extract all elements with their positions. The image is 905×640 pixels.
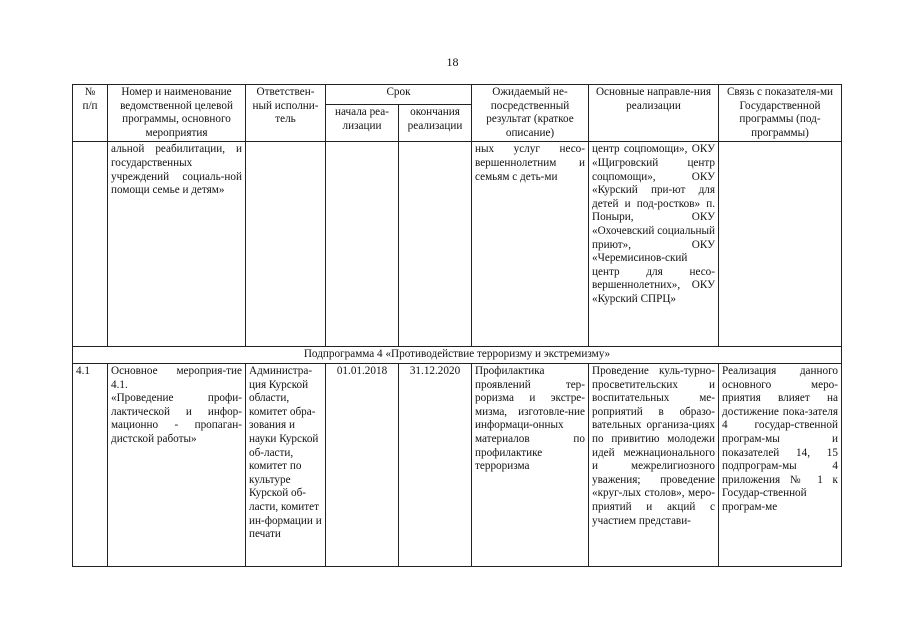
header-name: Номер и наименование ведомственной целевой программы, основного мероприятия: [108, 85, 246, 142]
cell-directions: Проведение куль-турно-просветительских и воспитательных ме-роприятий в образо-вательных организа-циях по привитию молодежи идей межнационального и межрелигиозного уважения; проведение «круг-лых столов», меро-приятий и акций с участием представи-: [589, 363, 719, 566]
cell-responsible: Администра-ция Курской области, комитет обра-зования и науки Курской об-ласти, комитет по культуре Курской об-ласти, комитет ин-формации и печати: [246, 363, 326, 566]
subprogram-title: Подпрограмма 4 «Противодействие терроризму и экстремизму»: [73, 347, 842, 364]
table-row: [73, 142, 842, 347]
cell-name: альной реабилитации, и государственных учреждений социаль-ной помощи семье и детям»: [108, 142, 246, 347]
cell-end: 31.12.2020: [399, 363, 472, 566]
header-directions: Основные направле-ния реализации: [589, 85, 719, 142]
cell-link: Реализация данного основного меро-приятия влияет на достижение пока-зателя 4 государ-ственной програм-мы и показателей 14, 15 подпрограм-мы 4 приложения № 1 к Государ-ственной програм-ме: [719, 363, 842, 566]
cell-name: Основное мероприя-тие 4.1. «Проведение профи-лактической и инфор-мационно - пропаган-дистской работы»: [108, 363, 246, 566]
cell-responsible: [246, 142, 326, 347]
cell-directions: центр соцпомощи», ОКУ «Щигровский центр соцпомощи», ОКУ «Курский при-ют для детей и под-ростков» п. Поныри, ОКУ «Охочевский социальный приют», ОКУ «Черемисинов-ский центр для несо-вершеннолетних», ОКУ «Курский СПРЦ»: [589, 142, 719, 347]
cell-result: ных услуг несо-вершеннолетним и семьям с деть-ми: [472, 142, 589, 347]
header-start: начала реа-лизации: [326, 105, 399, 142]
header-num: № п/п: [73, 85, 108, 142]
activities-table: [72, 84, 842, 567]
header-row-1: [73, 85, 842, 105]
header-result: Ожидаемый не-посредственный результат (краткое описание): [472, 85, 589, 142]
cell-result: Профилактика проявлений тер-роризма и экстре-мизма, изготовле-ние информаци-онных материалов по профилактике терроризма: [472, 363, 589, 566]
header-period: Срок: [326, 85, 472, 105]
cell-link: [719, 142, 842, 347]
header-end: окончания реализации: [399, 105, 472, 142]
header-responsible: Ответствен-ный исполни-тель: [246, 85, 326, 142]
cell-start: 01.01.2018: [326, 363, 399, 566]
page-number: 18: [446, 55, 459, 69]
cell-end: [399, 142, 472, 347]
table-row: [73, 363, 842, 566]
cell-num: [73, 142, 108, 347]
header-link: Связь с показателя-ми Государственной программы (под-программы): [719, 85, 842, 142]
cell-start: [326, 142, 399, 347]
cell-num: 4.1: [73, 363, 108, 566]
subprogram-row: [73, 347, 842, 364]
